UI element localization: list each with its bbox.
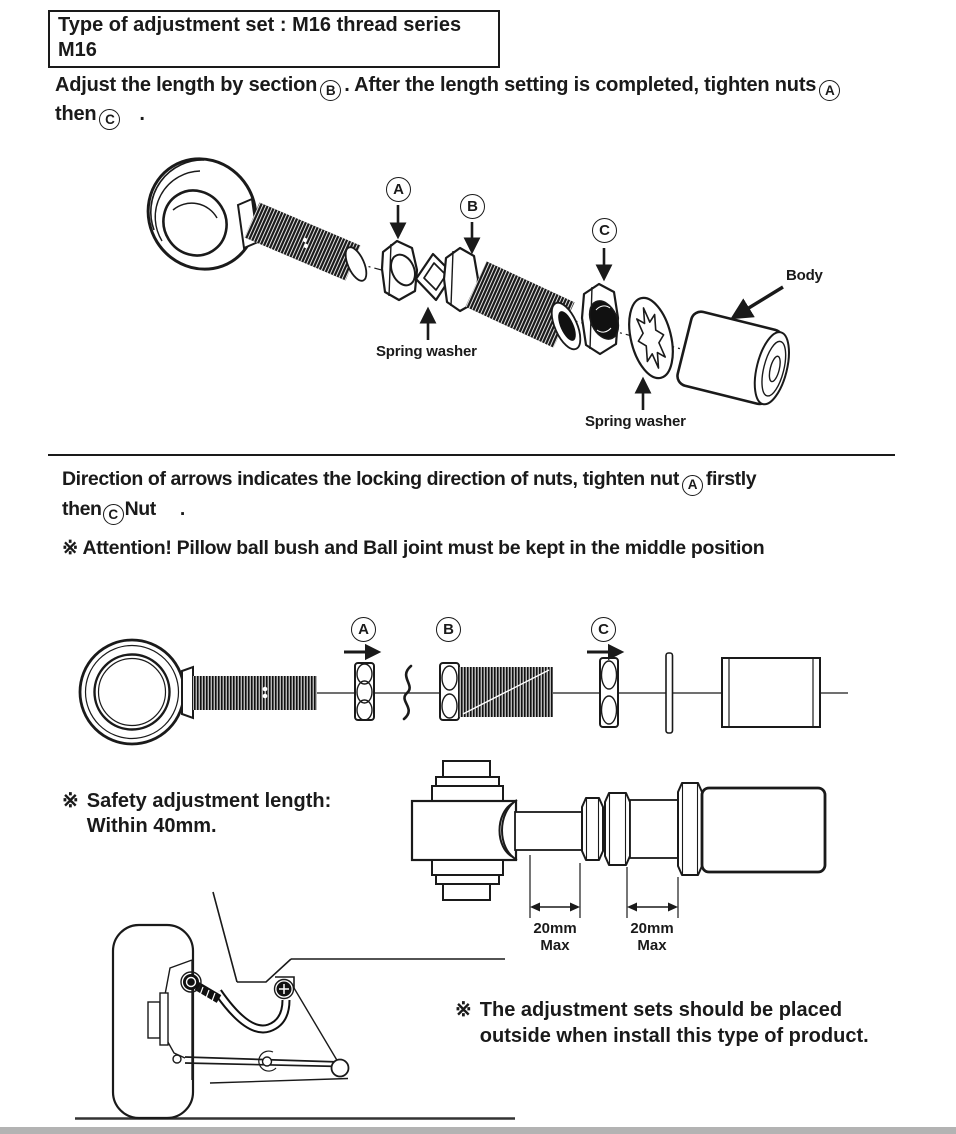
section-divider [48, 454, 895, 456]
intro-paragraph [55, 72, 945, 130]
intro-text-3: then [55, 103, 97, 125]
exploded-diagram [140, 148, 820, 448]
placement-line1: The adjustment sets should be placed [479, 999, 843, 1021]
body-label: Body [786, 267, 823, 284]
attention-note [62, 536, 764, 560]
rod-end-eye [80, 640, 193, 744]
circle-label-a: A [819, 80, 840, 101]
safety-line2: Within 40mm. [86, 815, 217, 837]
intro-text-2: . After the length setting is completed, tighten nuts [344, 74, 817, 96]
circle-label-a: A [682, 475, 703, 496]
reference-mark: ※ [455, 999, 472, 1021]
nut-b-with-sleeve [444, 248, 586, 353]
direction-text-2: firstly [705, 468, 757, 490]
dimension-label-2 [622, 920, 682, 954]
direction-text-3: then [62, 497, 102, 520]
nut-a [382, 241, 420, 300]
dim2-value: 20mm [630, 920, 674, 937]
adjuster-hex-nuts [582, 783, 702, 875]
dim1-value: 20mm [533, 920, 577, 937]
safety-line1: Safety adjustment length: [86, 790, 332, 812]
dim2-max: Max [637, 937, 667, 954]
attention-text: Attention! Pillow ball bush and Ball joint must be kept in the middle position [82, 537, 765, 559]
direction-text-1: Direction of arrows indicates the locking direction of nuts, tighten nut [62, 468, 679, 490]
direction-text-4: Nut [124, 497, 156, 520]
body-cylinder [675, 310, 795, 409]
threaded-shank [252, 220, 371, 284]
inline-diagram [60, 615, 860, 775]
spring-washer-label-top: Spring washer [376, 343, 477, 360]
type-box [48, 10, 500, 68]
type-box-line2: M16 [58, 39, 97, 61]
lower-arm [185, 1051, 349, 1083]
circle-label-a: A [351, 617, 376, 642]
intro-text-4: . [139, 103, 145, 125]
direction-text-5: . [179, 497, 185, 520]
type-box-line1: Type of adjustment set : M16 thread series [58, 14, 462, 36]
placement-line2: outside when install this type of product. [479, 1025, 869, 1047]
dimension-lines [530, 855, 678, 918]
thin-washer [666, 653, 673, 733]
direction-note [62, 466, 942, 525]
circle-label-c: C [592, 218, 617, 243]
intro-text-1: Adjust the length by section [55, 74, 318, 96]
circle-label-a: A [386, 177, 411, 202]
circle-label-b: B [460, 194, 485, 219]
circle-label-c: C [103, 504, 124, 525]
nut-b-with-sleeve [440, 663, 553, 720]
nut-a [355, 663, 374, 720]
threaded-shank [193, 676, 317, 710]
body-tube [702, 788, 825, 872]
dimension-label-1 [525, 920, 585, 954]
circle-label-c: C [99, 109, 120, 130]
circle-label-c: C [591, 617, 616, 642]
nut-c [582, 284, 624, 354]
placement-note [455, 997, 869, 1049]
footer-bar [0, 1127, 956, 1134]
body-cylinder [722, 658, 820, 727]
nut-c [600, 658, 618, 727]
toothed-spring-washer [622, 293, 681, 382]
safety-note [62, 789, 331, 839]
circle-label-b: B [436, 617, 461, 642]
reference-mark: ※ [62, 790, 79, 812]
reference-mark: ※ [62, 537, 79, 559]
circle-label-b: B [320, 80, 341, 101]
dim1-max: Max [540, 937, 570, 954]
spring-washer-label-bottom: Spring washer [585, 413, 686, 430]
